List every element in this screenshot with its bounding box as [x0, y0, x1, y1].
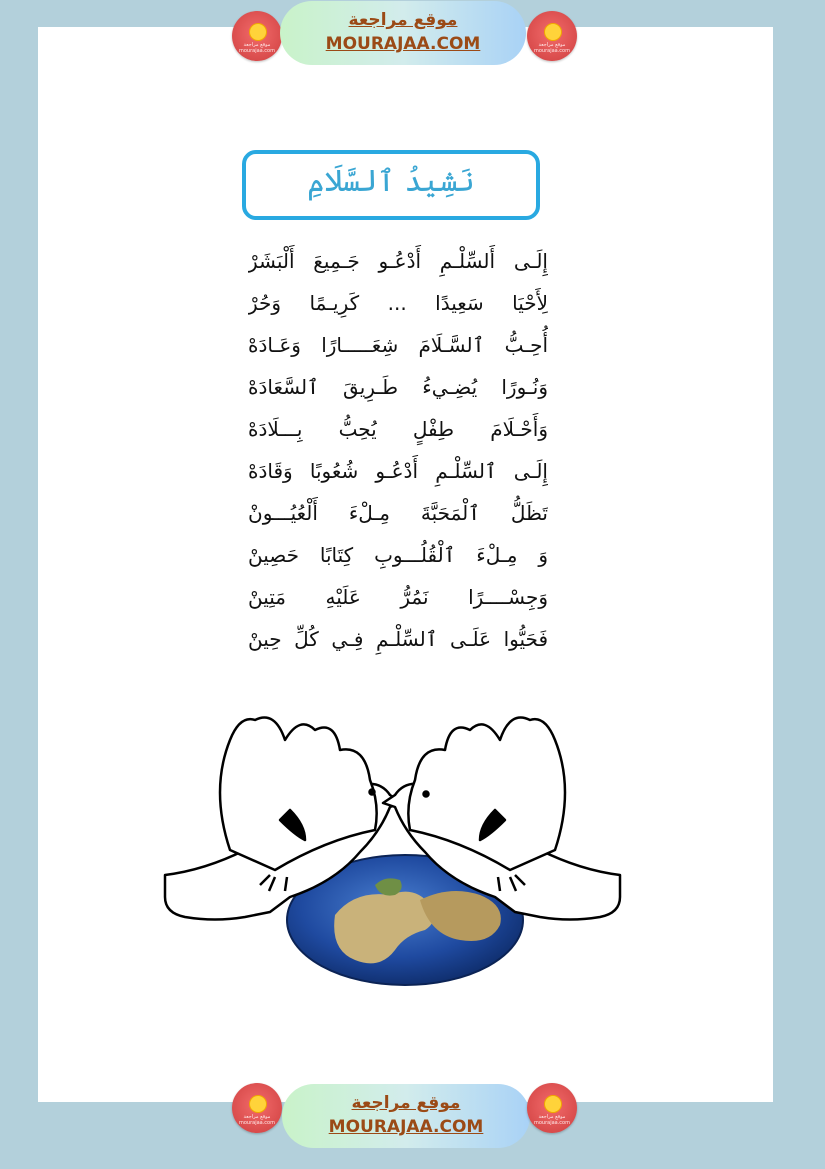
poem-line: وَجِسْــــرًا نَمُرُّ عَلَيْهِ مَتِينْ	[248, 585, 548, 609]
poem-line: لِأَحْيَا سَعِيدًا ... كَرِيـمًا وَحُرْ	[248, 291, 548, 315]
poem-body	[248, 240, 548, 660]
logo-badge-right-bottom	[527, 1083, 577, 1133]
site-name-arabic[interactable]: موقع مراجعة	[351, 1093, 461, 1113]
logo-badge-right-top	[527, 11, 577, 61]
logo-badge-left-top	[232, 11, 282, 61]
badge-caption: موقع مراجعة mourajaa.com	[533, 42, 570, 54]
badge-caption: موقع مراجعة mourajaa.com	[238, 42, 275, 54]
logo-badge-left-bottom	[232, 1083, 282, 1133]
poem-line: إِلَـى أَلسِّلْـمِ أَدْعُـو جَـمِيعَ أَلْبَشَرْ	[248, 249, 548, 273]
poem-line: وَأَحْـلَامَ طِفْلٍ يُحِبُّ بِـــلَادَهْ	[248, 417, 548, 441]
poem-line: فَحَيُّوا عَلَـى ٱلسِّلْـمِ فِـي كُلِّ حِينْ	[248, 627, 548, 651]
badge-caption: موقع مراجعة mourajaa.com	[238, 1114, 275, 1126]
school-logo-icon	[249, 1095, 267, 1113]
poem-line: وَ مِـلْءَ ٱلْقُلُـــوبِ كِتَابًا حَصِينْ	[248, 543, 548, 567]
site-banner-top[interactable]	[280, 1, 526, 65]
school-logo-icon	[544, 23, 562, 41]
poem-line: أُحِـبُّ ٱلسَّـلَامَ شِعَـــــارًا وَعَـادَهْ	[248, 333, 548, 357]
school-logo-icon	[544, 1095, 562, 1113]
site-banner-bottom[interactable]	[282, 1084, 530, 1148]
poem-title-box	[242, 150, 540, 220]
poem-line: وَنُـورًا يُضِـيءُ طَـرِيقَ ٱلسَّعَادَهْ	[248, 375, 548, 399]
doves-and-globe-icon	[120, 700, 660, 1000]
poem-title: نَشِيدُ ٱلسَّلَامِ	[307, 164, 475, 199]
site-name-latin[interactable]: MOURAJAA.COM	[325, 34, 481, 54]
badge-caption: موقع مراجعة mourajaa.com	[533, 1114, 570, 1126]
poem-line: إِلَـى ٱلسِّلْـمِ أَدْعُـو شُعُوبًا وَقَادَهْ	[248, 459, 548, 483]
site-name-latin[interactable]: MOURAJAA.COM	[328, 1117, 484, 1137]
site-name-arabic[interactable]: موقع مراجعة	[348, 10, 458, 30]
school-logo-icon	[249, 23, 267, 41]
poem-line: تَظَلُّ ٱلْمَحَبَّةَ مِـلْءَ أَلْعُيُـــونْ	[248, 501, 548, 525]
